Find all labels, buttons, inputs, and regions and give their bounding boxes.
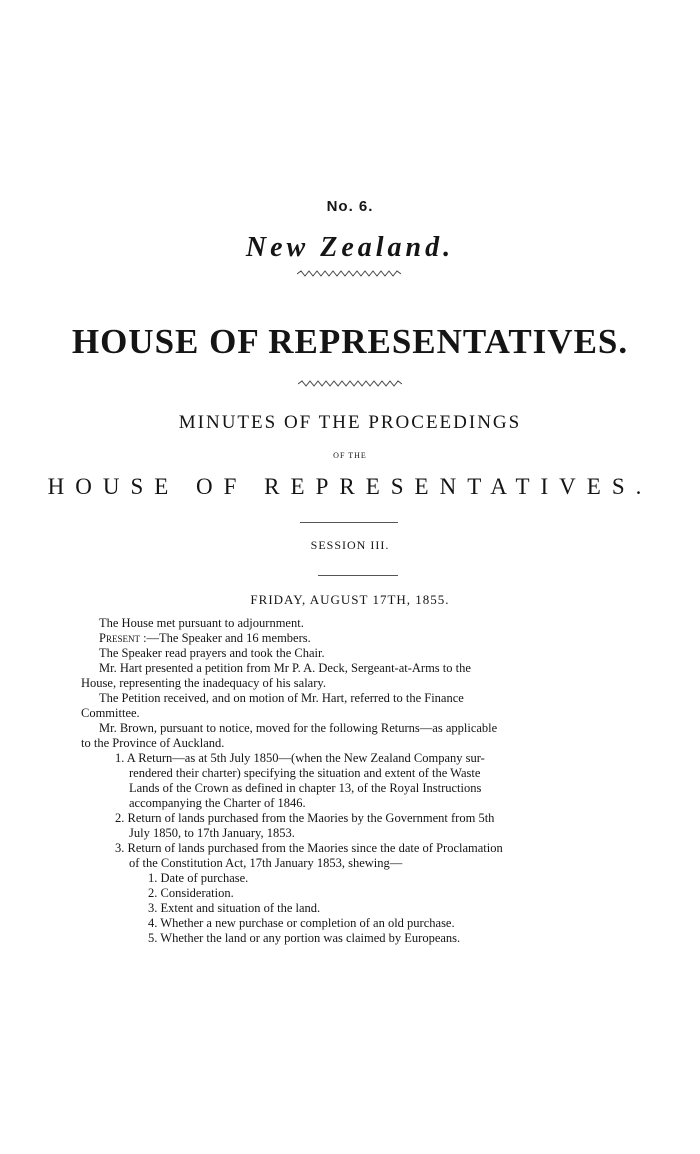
present-text: :—The Speaker and 16 members.	[139, 631, 311, 645]
return-item-line: 1. A Return—as at 5th July 1850—(when the New Zealand Company sur-	[115, 751, 485, 765]
minutes-title: MINUTES OF THE PROCEEDINGS	[178, 412, 522, 433]
sub-item-line: 4. Whether a new purchase or completion of an old purchase.	[148, 916, 455, 930]
minute-line: The House met pursuant to adjournment.	[99, 616, 304, 630]
sub-item-line: 5. Whether the land or any portion was claimed by Europeans.	[148, 931, 461, 945]
session-label: SESSION III.	[310, 538, 390, 552]
minute-line: Committee.	[81, 706, 140, 720]
of-the-label: OF THE	[333, 451, 367, 460]
decorative-squiggle-top	[297, 270, 401, 278]
country-heading: New Zealand.	[245, 232, 455, 263]
house-title-spaced: HOUSE OF REPRESENTATIVES.	[47, 474, 653, 499]
house-title: HOUSE OF REPRESENTATIVES.	[71, 322, 629, 361]
paper-number: No. 6.	[326, 198, 374, 215]
decorative-squiggle-bottom	[298, 380, 402, 388]
divider-rule-2	[318, 575, 398, 576]
minute-line: to the Province of Auckland.	[81, 736, 225, 750]
sub-item-line: 3. Extent and situation of the land.	[148, 901, 321, 915]
minute-line-present	[99, 631, 311, 646]
return-item-line: 2. Return of lands purchased from the Maories by the Government from 5th	[115, 811, 495, 825]
return-item-line: 3. Return of lands purchased from the Maories since the date of Proclamation	[115, 841, 503, 855]
divider-rule-1	[300, 522, 398, 523]
minute-line: The Speaker read prayers and took the Chair.	[99, 646, 325, 660]
return-item-line: of the Constitution Act, 17th January 1853, shewing—	[129, 856, 403, 870]
sub-item-line: 2. Consideration.	[148, 886, 234, 900]
return-item-line: July 1850, to 17th January, 1853.	[129, 826, 295, 840]
sub-item-line: 1. Date of purchase.	[148, 871, 249, 885]
minute-line: House, representing the inadequacy of his salary.	[81, 676, 326, 690]
minute-line: Mr. Brown, pursuant to notice, moved for the following Returns—as applicable	[99, 721, 498, 735]
present-label: Present	[99, 631, 140, 645]
minute-line: Mr. Hart presented a petition from Mr P. A. Deck, Sergeant-at-Arms to the	[99, 661, 471, 675]
return-item-line: Lands of the Crown as defined in chapter 13, of the Royal Instructions	[129, 781, 482, 795]
sitting-date: FRIDAY, AUGUST 17TH, 1855.	[250, 592, 450, 607]
return-item-line: rendered their charter) specifying the situation and extent of the Waste	[129, 766, 481, 780]
return-item-line: accompanying the Charter of 1846.	[129, 796, 306, 810]
minute-line: The Petition received, and on motion of Mr. Hart, referred to the Finance	[99, 691, 464, 705]
